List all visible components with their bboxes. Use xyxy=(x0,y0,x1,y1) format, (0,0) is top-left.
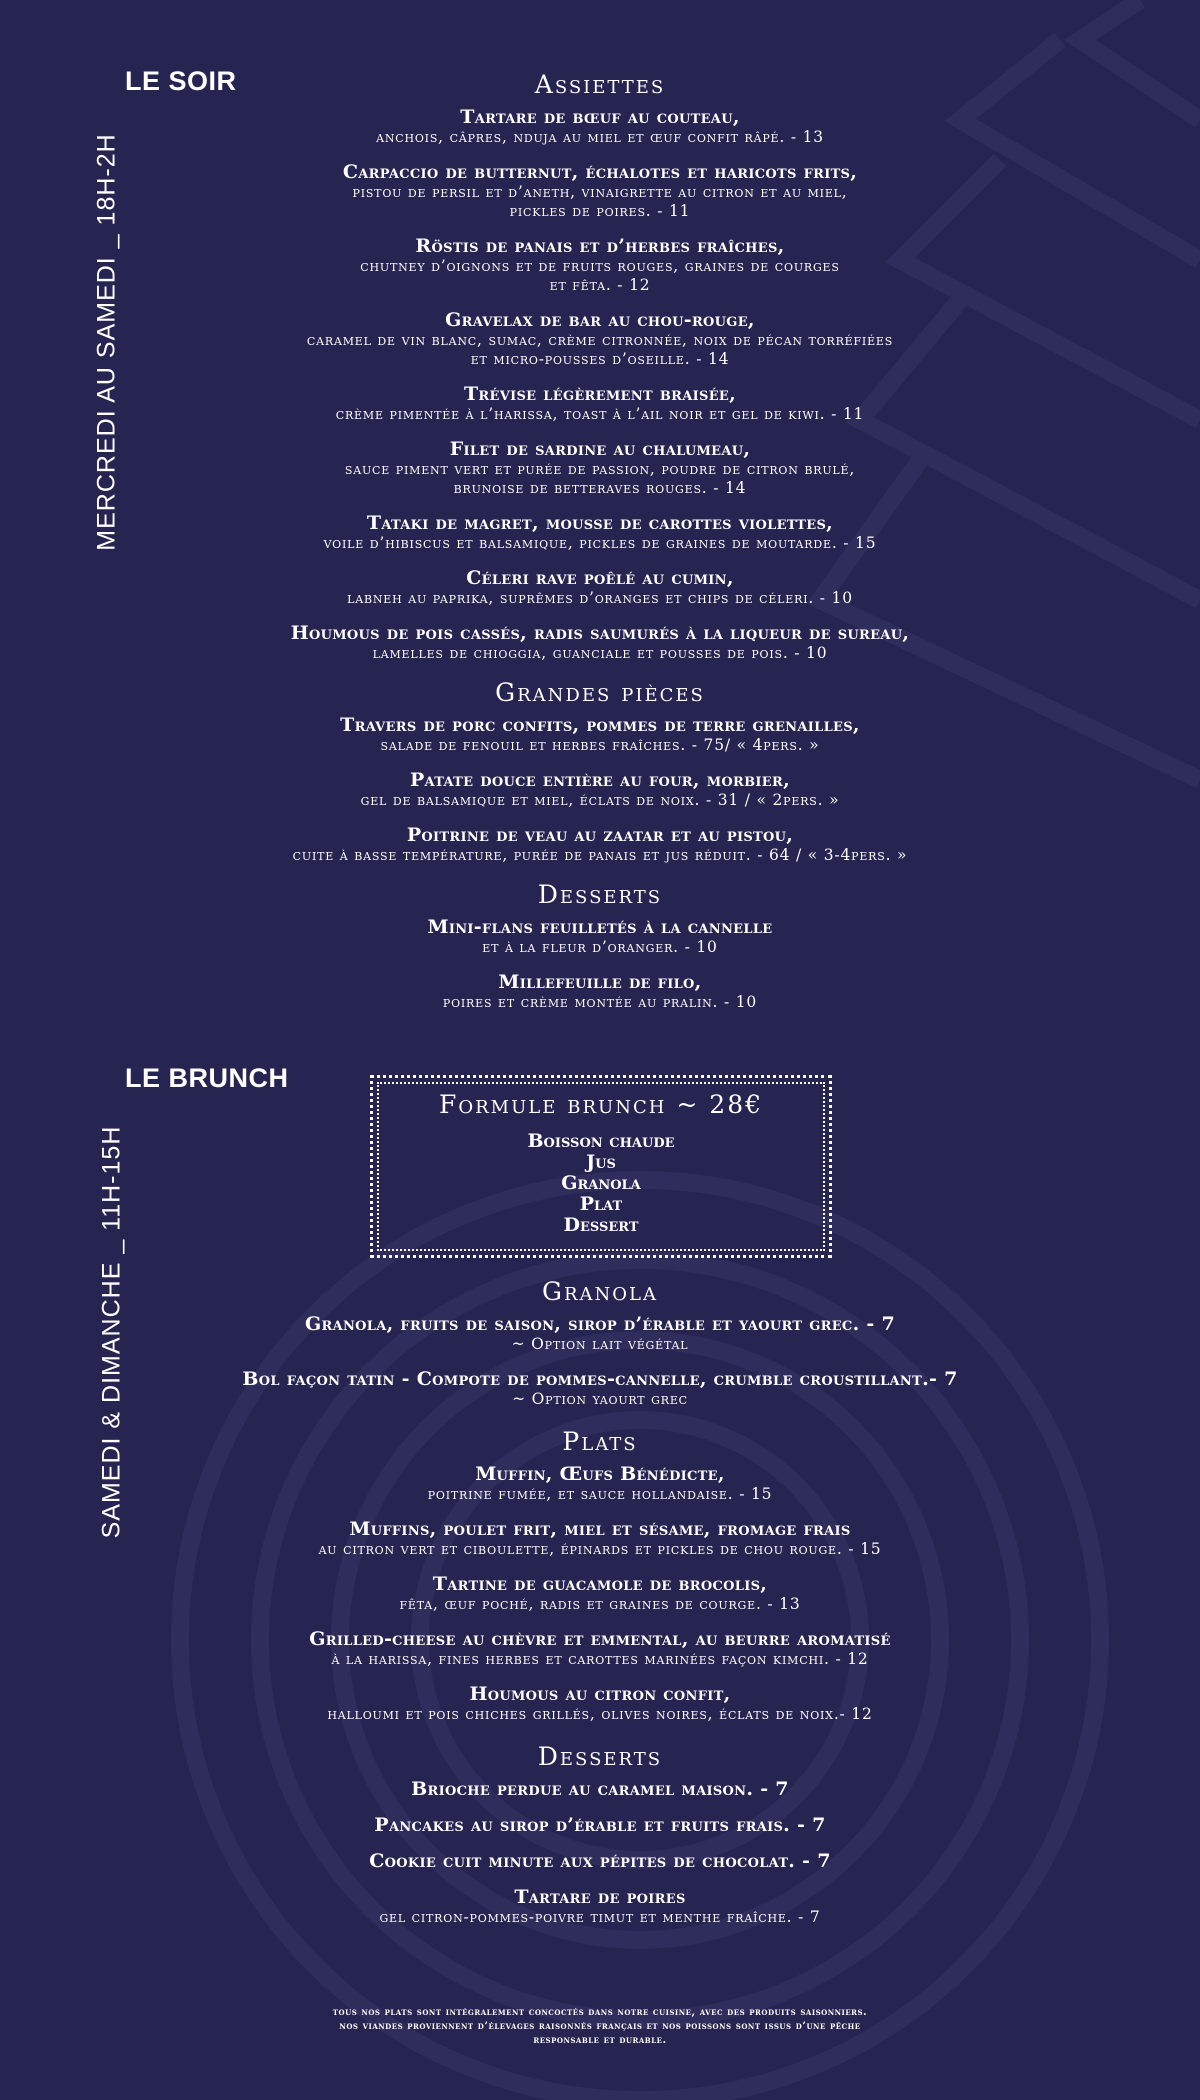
menu-item xyxy=(200,1684,1000,1724)
menu-item-description-line: ~ Option lait végétal xyxy=(511,1335,689,1353)
menu-item-name: Brioche perdue au caramel maison. - 7 xyxy=(411,1778,789,1800)
menu-item-description-line: et fêta. - 12 xyxy=(549,276,651,294)
brunch-title: LE BRUNCH xyxy=(125,1063,289,1093)
menu-item-name: Gravelax de bar au chou-rouge, xyxy=(445,309,755,331)
menu-item xyxy=(200,1629,1000,1669)
menu-item-description-line: lamelles de chioggia, guanciale et pousses de pois. - 10 xyxy=(372,644,828,662)
menu-item-description xyxy=(200,534,1000,553)
menu-item-name: Tartare de bœuf au couteau, xyxy=(460,106,740,128)
menu-item-description-line: halloumi et pois chiches grillés, olives noires, éclats de noix.- 12 xyxy=(327,1705,873,1723)
menu-item-description xyxy=(200,1540,1000,1559)
menu-item-name: Pancakes au sirop d’érable et fruits frais. - 7 xyxy=(374,1814,826,1836)
menu-item-description-line: ~ Option yaourt grec xyxy=(512,1390,688,1408)
menu-item xyxy=(200,715,1000,755)
menu-item-description-line: chutney d’oignons et de fruits rouges, graines de courges xyxy=(360,257,840,275)
menu-item xyxy=(200,825,1000,865)
category-title: Grandes pièces xyxy=(495,678,705,707)
menu-item-description-line: crème pimentée à l’harissa, toast à l’ail noir et gel de kiwi. - 11 xyxy=(335,405,865,423)
menu-item-description xyxy=(200,938,1000,957)
menu-item-name: Houmous au citron confit, xyxy=(469,1683,731,1705)
menu-item-description xyxy=(200,791,1000,810)
category-title: Granola xyxy=(542,1277,658,1306)
menu-item-description xyxy=(200,736,1000,755)
menu-item-name: Tataki de magret, mousse de carottes violettes, xyxy=(366,512,834,534)
menu-item-description xyxy=(200,183,1000,221)
menu-item-description xyxy=(200,331,1000,369)
menu-item-name: Muffin, Œufs Bénédicte, xyxy=(475,1463,725,1485)
menu-item xyxy=(200,1369,1000,1409)
category-title: Desserts xyxy=(537,1742,663,1771)
menu-item-name: Trévise légèrement braisée, xyxy=(463,383,737,405)
menu-item xyxy=(200,162,1000,221)
category-title: Assiettes xyxy=(534,70,666,99)
menu-item-description xyxy=(200,1595,1000,1614)
brunch-menu xyxy=(200,1277,1000,1942)
formula-line: Jus xyxy=(586,1151,616,1173)
menu-item-description-line: et micro-pousses d’oseille. - 14 xyxy=(470,350,730,368)
menu-item xyxy=(200,384,1000,424)
menu-item-name: Millefeuille de filo, xyxy=(498,971,702,993)
footer-line: responsable et durable. xyxy=(533,2034,667,2046)
menu-item-description xyxy=(200,1485,1000,1504)
menu-item-description xyxy=(200,257,1000,295)
menu-item-description xyxy=(200,846,1000,865)
menu-item xyxy=(200,310,1000,369)
soir-menu xyxy=(200,70,1000,1027)
menu-item xyxy=(200,917,1000,957)
category-title: Plats xyxy=(562,1427,638,1456)
menu-item-description-line: cuite à basse température, purée de panais et jus réduit. - 64 / « 3-4pers. » xyxy=(292,846,908,864)
formula-line: Granola xyxy=(561,1172,641,1194)
menu-item-name: Poitrine de veau au zaatar et au pistou, xyxy=(406,824,794,846)
menu-item xyxy=(200,1779,1000,1800)
menu-item-name: Tartare de poires xyxy=(514,1886,686,1908)
menu-item xyxy=(200,1851,1000,1872)
menu-item-name: Muffins, poulet frit, miel et sésame, fromage frais xyxy=(349,1518,851,1540)
menu-item-name: Röstis de panais et d’herbes fraîches, xyxy=(415,235,785,257)
menu-item-description xyxy=(200,993,1000,1012)
menu-item xyxy=(200,623,1000,663)
footer-line: nos viandes proviennent d’élevages raisonnés français et nos poissons sont issus d’une pêche xyxy=(339,2020,861,2032)
category-title: Desserts xyxy=(537,880,663,909)
menu-item xyxy=(200,107,1000,147)
menu-item-description-line: gel citron-pommes-poivre timut et menthe fraîche. - 7 xyxy=(379,1908,821,1926)
formula-line: Dessert xyxy=(563,1214,639,1236)
menu-item-name: Granola, fruits de saison, sirop d’érable et yaourt grec. - 7 xyxy=(304,1313,896,1335)
menu-item-description-line: pistou de persil et d’aneth, vinaigrette au citron et au miel, xyxy=(352,183,848,201)
menu-item-description xyxy=(200,1650,1000,1669)
menu-item-description xyxy=(200,405,1000,424)
menu-item-description-line: poires et crème montée au pralin. - 10 xyxy=(442,993,758,1011)
menu-item-description xyxy=(200,460,1000,498)
menu-item xyxy=(200,439,1000,498)
menu-item-description-line: salade de fenouil et herbes fraîches. - 75/ « 4pers. » xyxy=(380,736,820,754)
menu-item-name: Houmous de pois cassés, radis saumurés à la liqueur de sureau, xyxy=(290,622,910,644)
menu-item-description-line: fêta, œuf poché, radis et graines de courge. - 13 xyxy=(399,1595,801,1613)
formula-title: Formule brunch ~ 28€ xyxy=(438,1090,764,1119)
menu-item xyxy=(200,1887,1000,1927)
menu-item-description-line: sauce piment vert et purée de passion, poudre de citron brulé, xyxy=(344,460,856,478)
menu-item-description-line: à la harissa, fines herbes et carottes marinées façon kimchi. - 12 xyxy=(331,1650,869,1668)
menu-item-description xyxy=(200,1335,1000,1354)
menu-item-description-line: poitrine fumée, et sauce hollandaise. - 15 xyxy=(427,1485,773,1503)
menu-item-name: Patate douce entière au four, morbier, xyxy=(409,769,791,791)
menu-item xyxy=(200,1314,1000,1354)
menu-item-description-line: et à la fleur d’oranger. - 10 xyxy=(482,938,718,956)
soir-schedule: MERCREDI AU SAMEDI _ 18H-2H xyxy=(92,133,121,551)
footer-note xyxy=(200,2005,1000,2047)
menu-item-name: Bol façon tatin - Compote de pommes-cannelle, crumble croustillant.- 7 xyxy=(242,1368,958,1390)
brunch-formula-box xyxy=(370,1075,832,1258)
formula-line: Boisson chaude xyxy=(527,1130,675,1152)
menu-item xyxy=(200,1574,1000,1614)
menu-item-name: Grilled-cheese au chèvre et emmental, au beurre aromatisé xyxy=(309,1628,891,1650)
menu-item-description xyxy=(200,1908,1000,1927)
menu-item xyxy=(200,513,1000,553)
menu-item-name: Tartine de guacamole de brocolis, xyxy=(432,1573,768,1595)
menu-item-name: Filet de sardine au chalumeau, xyxy=(449,438,751,460)
menu-item-description-line: au citron vert et ciboulette, épinards et pickles de chou rouge. - 15 xyxy=(318,1540,882,1558)
menu-item-description-line: pickles de poires. - 11 xyxy=(509,202,691,220)
menu-item xyxy=(200,1464,1000,1504)
soir-title: LE SOIR xyxy=(125,66,237,96)
formula-line: Plat xyxy=(579,1193,623,1215)
menu-item-description-line: voile d’hibiscus et balsamique, pickles de graines de moutarde. - 15 xyxy=(323,534,877,552)
menu-item-description xyxy=(200,1705,1000,1724)
menu-item-description xyxy=(200,644,1000,663)
menu-item xyxy=(200,1519,1000,1559)
menu-item-description xyxy=(200,128,1000,147)
footer-line: tous nos plats sont intégralement concoctés dans notre cuisine, avec des produits saisonniers. xyxy=(332,2006,868,2018)
menu-item xyxy=(200,770,1000,810)
menu-item-description xyxy=(200,589,1000,608)
menu-item-description xyxy=(200,1390,1000,1409)
menu-item xyxy=(200,1815,1000,1836)
menu-item-name: Céleri rave poêlé au cumin, xyxy=(466,567,734,589)
menu-item-name: Mini-flans feuilletés à la cannelle xyxy=(427,916,773,938)
menu-item-name: Carpaccio de butternut, échalotes et haricots frits, xyxy=(342,161,858,183)
menu-item-description-line: labneh au paprika, suprêmes d’oranges et chips de céleri. - 10 xyxy=(347,589,853,607)
menu-item-description-line: caramel de vin blanc, sumac, crème citronnée, noix de pécan torréfiées xyxy=(306,331,894,349)
menu-item xyxy=(200,568,1000,608)
menu-item xyxy=(200,972,1000,1012)
brunch-schedule: SAMEDI & DIMANCHE _ 11H-15H xyxy=(97,1125,126,1539)
menu-item-description-line: anchois, câpres, nduja au miel et œuf confit râpé. - 13 xyxy=(376,128,824,146)
menu-item xyxy=(200,236,1000,295)
menu-item-name: Cookie cuit minute aux pépites de chocolat. - 7 xyxy=(369,1850,831,1872)
menu-item-description-line: gel de balsamique et miel, éclats de noix. - 31 / « 2pers. » xyxy=(360,791,840,809)
menu-item-description-line: brunoise de betteraves rouges. - 14 xyxy=(453,479,747,497)
menu-item-name: Travers de porc confits, pommes de terre grenailles, xyxy=(340,714,860,736)
